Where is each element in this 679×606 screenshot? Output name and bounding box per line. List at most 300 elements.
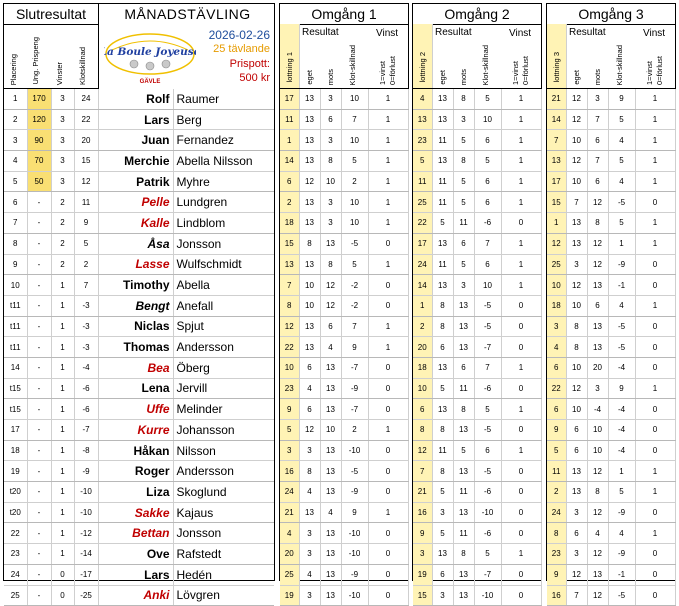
round-row xyxy=(547,254,675,275)
vinst-cell: 0 xyxy=(635,564,675,585)
wins-cell: 1 xyxy=(51,399,74,420)
vinst-cell: 0 xyxy=(368,399,408,420)
vinst-cell: 1 xyxy=(635,523,675,544)
lottning-cell: 7 xyxy=(280,275,299,296)
mots-cell: 13 xyxy=(453,585,474,606)
lottning-cell: 6 xyxy=(413,399,432,420)
round-row xyxy=(547,130,675,151)
placement-cell: 17 xyxy=(4,420,27,441)
round-row xyxy=(280,378,408,399)
mots-cell: 11 xyxy=(453,482,474,503)
lottning-cell: 5 xyxy=(547,440,566,461)
eget-cell: 4 xyxy=(299,564,320,585)
lottning-cell: 15 xyxy=(280,233,299,254)
col-ung-prispeng: Ung. Prispeng xyxy=(31,37,40,85)
vinst-cell: 0 xyxy=(368,233,408,254)
mots-cell: 13 xyxy=(587,564,608,585)
round-row xyxy=(547,337,675,358)
prize-cell: - xyxy=(27,275,51,296)
eget-cell: 6 xyxy=(299,399,320,420)
mots-cell: 13 xyxy=(320,357,341,378)
round-row xyxy=(280,420,408,441)
placement-cell: 7 xyxy=(4,213,27,234)
mots-cell: 13 xyxy=(453,502,474,523)
round-row xyxy=(547,233,675,254)
round-row xyxy=(547,378,675,399)
mots-cell: 13 xyxy=(320,585,341,606)
vinst-cell: 1 xyxy=(368,213,408,234)
vinst-cell: 1 xyxy=(368,502,408,523)
round-row xyxy=(547,357,675,378)
mots-cell: 8 xyxy=(453,399,474,420)
wins-cell: 2 xyxy=(51,254,74,275)
lottning-cell: 11 xyxy=(413,171,432,192)
klotskillnad-cell: -4 xyxy=(608,420,635,441)
round-row xyxy=(413,502,541,523)
eget-cell: 13 xyxy=(432,399,453,420)
eget-cell: 3 xyxy=(299,440,320,461)
placement-cell: 18 xyxy=(4,440,27,461)
result-row xyxy=(4,585,274,606)
vinst-cell: 0 xyxy=(368,275,408,296)
lottning-cell: 10 xyxy=(413,378,432,399)
last-name-cell: Hedén xyxy=(173,564,274,585)
klotskillnad-cell: -7 xyxy=(341,399,368,420)
vinst-cell: 0 xyxy=(501,378,541,399)
club-logo-graphic xyxy=(104,28,196,86)
eget-cell: 8 xyxy=(299,461,320,482)
wins-cell: 1 xyxy=(51,357,74,378)
vinst-cell: 1 xyxy=(635,89,675,109)
result-row xyxy=(4,482,274,503)
round-header xyxy=(413,24,541,89)
klotskillnad-cell: 7 xyxy=(341,316,368,337)
prize-cell: 90 xyxy=(27,130,51,151)
mots-cell: 13 xyxy=(320,523,341,544)
vinst-cell: 1 xyxy=(635,151,675,172)
lottning-cell: 25 xyxy=(280,564,299,585)
mots-cell: 13 xyxy=(587,337,608,358)
prize-cell: - xyxy=(27,192,51,213)
vinst-cell: 0 xyxy=(635,357,675,378)
mots-cell: 4 xyxy=(320,502,341,523)
vinst-cell: 0 xyxy=(501,316,541,337)
prize-cell: - xyxy=(27,585,51,606)
first-name-cell: Kurre xyxy=(98,420,173,441)
result-row xyxy=(4,440,274,461)
eget-cell: 7 xyxy=(566,192,587,213)
round-row xyxy=(280,357,408,378)
eget-cell: 13 xyxy=(566,213,587,234)
diff-cell: 7 xyxy=(74,275,98,296)
round-row xyxy=(280,254,408,275)
lottning-cell: 23 xyxy=(413,130,432,151)
mots-cell: 13 xyxy=(320,461,341,482)
result-row xyxy=(4,337,274,358)
mots-cell: 11 xyxy=(453,213,474,234)
lottning-cell: 6 xyxy=(280,171,299,192)
wins-cell: 0 xyxy=(51,564,74,585)
round-row xyxy=(547,420,675,441)
round-row xyxy=(547,109,675,130)
klotskillnad-cell: -5 xyxy=(608,316,635,337)
competitor-count: 25 tävlande xyxy=(213,43,270,55)
mots-cell: 6 xyxy=(587,171,608,192)
mots-cell: 13 xyxy=(453,461,474,482)
wins-cell: 1 xyxy=(51,275,74,296)
wins-cell: 3 xyxy=(51,171,74,192)
result-row xyxy=(4,523,274,544)
mots-cell: 12 xyxy=(320,295,341,316)
first-name-cell: Åsa xyxy=(98,233,173,254)
prize-cell: 70 xyxy=(27,151,51,172)
result-row xyxy=(4,378,274,399)
round-row xyxy=(547,544,675,565)
lottning-cell: 14 xyxy=(547,109,566,130)
klotskillnad-cell: 7 xyxy=(341,109,368,130)
diff-cell: -10 xyxy=(74,502,98,523)
first-name-cell: Ove xyxy=(98,544,173,565)
round-row xyxy=(413,357,541,378)
last-name-cell: Skoglund xyxy=(173,482,274,503)
vinst-cell: 0 xyxy=(501,295,541,316)
wins-cell: 1 xyxy=(51,440,74,461)
last-name-cell: Jonsson xyxy=(173,523,274,544)
club-logo xyxy=(104,28,196,86)
round-row xyxy=(413,399,541,420)
placement-cell: 19 xyxy=(4,461,27,482)
placement-cell: 23 xyxy=(4,544,27,565)
round-row xyxy=(413,316,541,337)
lottning-cell: 15 xyxy=(413,585,432,606)
placement-cell: 3 xyxy=(4,130,27,151)
lottning-cell: 15 xyxy=(547,192,566,213)
klotskillnad-cell: 9 xyxy=(341,337,368,358)
vinst-cell: 1 xyxy=(635,233,675,254)
diff-cell: 9 xyxy=(74,213,98,234)
klotskillnad-cell: -7 xyxy=(474,337,501,358)
lottning-cell: 13 xyxy=(547,151,566,172)
placement-cell: t20 xyxy=(4,502,27,523)
diff-cell: -3 xyxy=(74,295,98,316)
klotskillnad-cell: 9 xyxy=(608,378,635,399)
lottning-cell: 19 xyxy=(413,564,432,585)
eget-cell: 11 xyxy=(432,192,453,213)
first-name-cell: Lars xyxy=(98,109,173,130)
vinst-cell: 1 xyxy=(501,151,541,172)
klotskillnad-cell: -6 xyxy=(474,378,501,399)
diff-cell: -12 xyxy=(74,523,98,544)
round-2-panel xyxy=(412,3,542,600)
result-row xyxy=(4,316,274,337)
eget-cell: 11 xyxy=(432,254,453,275)
mots-cell: 10 xyxy=(320,420,341,441)
vinst-cell: 1 xyxy=(501,544,541,565)
lottning-cell: 9 xyxy=(547,420,566,441)
svg-text:GÄVLE: GÄVLE xyxy=(139,79,161,85)
round-row xyxy=(413,192,541,213)
prize-cell: - xyxy=(27,440,51,461)
round-row xyxy=(280,585,408,606)
lottning-cell: 19 xyxy=(280,585,299,606)
klotskillnad-cell: -5 xyxy=(341,233,368,254)
klotskillnad-cell: -5 xyxy=(474,420,501,441)
lottning-cell: 23 xyxy=(547,544,566,565)
eget-cell: 13 xyxy=(566,461,587,482)
diff-cell: -10 xyxy=(74,482,98,503)
prize-label: Prispott: xyxy=(229,58,270,70)
klotskillnad-cell: -5 xyxy=(608,585,635,606)
lottning-cell: 2 xyxy=(280,192,299,213)
round-table-wrap xyxy=(280,89,409,606)
last-name-cell: Jervill xyxy=(173,378,274,399)
round-row xyxy=(413,89,541,109)
prize-cell: - xyxy=(27,482,51,503)
round-row xyxy=(280,151,408,172)
round-table xyxy=(547,89,676,606)
klotskillnad-cell: -10 xyxy=(341,440,368,461)
klotskillnad-cell: -7 xyxy=(341,357,368,378)
round-row xyxy=(547,192,675,213)
eget-cell: 13 xyxy=(299,130,320,151)
first-name-cell: Roger xyxy=(98,461,173,482)
mots-cell: 8 xyxy=(453,544,474,565)
eget-cell: 12 xyxy=(566,109,587,130)
klotskillnad-cell: 9 xyxy=(608,89,635,109)
round-row xyxy=(413,440,541,461)
first-name-cell: Thomas xyxy=(98,337,173,358)
vinst-cell: 0 xyxy=(635,399,675,420)
mots-cell: 3 xyxy=(320,192,341,213)
eget-cell: 10 xyxy=(566,295,587,316)
wins-cell: 1 xyxy=(51,461,74,482)
diff-cell: -14 xyxy=(74,544,98,565)
vinst-cell: 1 xyxy=(635,378,675,399)
last-name-cell: Abella xyxy=(173,275,274,296)
klotskillnad-cell: -6 xyxy=(474,482,501,503)
round-row xyxy=(280,233,408,254)
lottning-cell: 17 xyxy=(280,89,299,109)
vinst-cell: 0 xyxy=(501,564,541,585)
klotskillnad-cell: 5 xyxy=(608,213,635,234)
klotskillnad-cell: -5 xyxy=(341,461,368,482)
result-row xyxy=(4,192,274,213)
result-row xyxy=(4,171,274,192)
lottning-cell: 14 xyxy=(280,151,299,172)
round-header xyxy=(280,24,408,89)
klotskillnad-cell: -10 xyxy=(341,523,368,544)
klotskillnad-cell: 10 xyxy=(474,109,501,130)
col-vinster: Vinster xyxy=(55,61,64,85)
klotskillnad-cell: -4 xyxy=(608,440,635,461)
round-row xyxy=(280,213,408,234)
eget-cell: 10 xyxy=(566,399,587,420)
result-row xyxy=(4,151,274,172)
lottning-cell: 6 xyxy=(547,399,566,420)
wins-cell: 0 xyxy=(51,585,74,606)
wins-cell: 1 xyxy=(51,523,74,544)
lottning-cell: 10 xyxy=(547,275,566,296)
round-row xyxy=(280,192,408,213)
round-row xyxy=(280,440,408,461)
diff-cell: -8 xyxy=(74,440,98,461)
first-name-cell: Merchie xyxy=(98,151,173,172)
first-name-cell: Anki xyxy=(98,585,173,606)
eget-cell: 13 xyxy=(432,89,453,109)
eget-cell: 6 xyxy=(432,564,453,585)
result-row xyxy=(4,295,274,316)
round-row xyxy=(413,337,541,358)
mots-cell: 13 xyxy=(320,482,341,503)
diff-cell: 5 xyxy=(74,233,98,254)
klotskillnad-cell: -9 xyxy=(608,254,635,275)
lottning-cell: 5 xyxy=(413,151,432,172)
diff-cell: 24 xyxy=(74,89,98,109)
eget-cell: 3 xyxy=(432,585,453,606)
result-row xyxy=(4,461,274,482)
mots-cell: 8 xyxy=(453,151,474,172)
klotskillnad-cell: 5 xyxy=(608,109,635,130)
prize-cell: 50 xyxy=(27,171,51,192)
vinst-cell: 1 xyxy=(501,89,541,109)
placement-cell: 10 xyxy=(4,275,27,296)
vinst-label: Vinst xyxy=(376,28,399,39)
round-row xyxy=(413,378,541,399)
mots-cell: 6 xyxy=(320,316,341,337)
eget-cell: 8 xyxy=(432,461,453,482)
lottning-cell: 13 xyxy=(413,109,432,130)
lottning-cell: 17 xyxy=(547,171,566,192)
vinst-cell: 0 xyxy=(635,275,675,296)
vinst-cell: 1 xyxy=(501,171,541,192)
mots-cell: 13 xyxy=(453,316,474,337)
diff-cell: 11 xyxy=(74,192,98,213)
lottning-cell: 10 xyxy=(280,357,299,378)
lottning-cell: 8 xyxy=(413,420,432,441)
eget-cell: 13 xyxy=(432,109,453,130)
vinst-cell: 0 xyxy=(635,585,675,606)
placement-cell: t11 xyxy=(4,316,27,337)
mots-cell: 8 xyxy=(320,151,341,172)
vinst-cell: 0 xyxy=(501,461,541,482)
last-name-cell: Lindblom xyxy=(173,213,274,234)
round-title: Omgång 3 xyxy=(547,4,675,25)
lottning-cell: 21 xyxy=(413,482,432,503)
klotskillnad-cell: 5 xyxy=(608,151,635,172)
prize-value: 500 kr xyxy=(239,72,270,84)
competition-date: 2026-02-26 xyxy=(208,28,270,42)
mots-cell: 3 xyxy=(320,89,341,109)
diff-cell: -9 xyxy=(74,461,98,482)
vinst-cell: 0 xyxy=(501,585,541,606)
vinst-cell: 1 xyxy=(368,109,408,130)
round-1-panel xyxy=(279,3,409,600)
wins-cell: 1 xyxy=(51,420,74,441)
klotskillnad-cell: -10 xyxy=(474,585,501,606)
eget-cell: 8 xyxy=(432,420,453,441)
mots-cell: 13 xyxy=(453,420,474,441)
col-klotskillnad: Klotskillnad xyxy=(78,47,87,85)
first-name-cell: Liza xyxy=(98,482,173,503)
vinst-cell: 1 xyxy=(635,295,675,316)
mots-cell: 4 xyxy=(320,337,341,358)
vinst-cell: 0 xyxy=(501,213,541,234)
wins-cell: 2 xyxy=(51,233,74,254)
vinst-legend-win: 1=vinst xyxy=(645,61,654,85)
last-name-cell: Nilsson xyxy=(173,440,274,461)
eget-cell: 12 xyxy=(566,564,587,585)
lottning-cell: 25 xyxy=(547,254,566,275)
first-name-cell: Bettan xyxy=(98,523,173,544)
eget-cell: 13 xyxy=(432,357,453,378)
eget-cell: 5 xyxy=(432,378,453,399)
placement-cell: 9 xyxy=(4,254,27,275)
vinst-cell: 0 xyxy=(368,440,408,461)
vinst-cell: 1 xyxy=(501,109,541,130)
klotskillnad-cell: -9 xyxy=(341,482,368,503)
eget-cell: 3 xyxy=(566,544,587,565)
first-name-cell: Pelle xyxy=(98,192,173,213)
vinst-legend-loss: 0=förlust xyxy=(521,56,530,85)
lottning-cell: 16 xyxy=(413,502,432,523)
lottning-label: lottning 3 xyxy=(552,51,561,82)
placement-cell: 24 xyxy=(4,564,27,585)
vinst-cell: 0 xyxy=(368,564,408,585)
mots-cell: 13 xyxy=(320,378,341,399)
klotskillnad-cell: 9 xyxy=(341,502,368,523)
klotskillnad-cell: 5 xyxy=(474,89,501,109)
mots-cell: 4 xyxy=(587,523,608,544)
last-name-cell: Abella Nilsson xyxy=(173,151,274,172)
lottning-cell: 12 xyxy=(280,316,299,337)
prize-cell: - xyxy=(27,213,51,234)
eget-cell: 8 xyxy=(566,337,587,358)
round-3-panel xyxy=(546,3,676,600)
resultat-label: Resultat xyxy=(302,27,339,38)
mots-cell: 5 xyxy=(453,171,474,192)
last-name-cell: Melinder xyxy=(173,399,274,420)
round-row xyxy=(280,337,408,358)
round-row xyxy=(413,544,541,565)
vinst-cell: 0 xyxy=(635,316,675,337)
klotskillnad-cell: 1 xyxy=(608,233,635,254)
klotskillnad-label: Klot-skillnad xyxy=(615,44,624,85)
lottning-cell: 24 xyxy=(280,482,299,503)
lottning-cell: 3 xyxy=(280,440,299,461)
mots-label: mots xyxy=(593,68,602,85)
klotskillnad-cell: 4 xyxy=(608,295,635,316)
wins-cell: 3 xyxy=(51,89,74,109)
prize-cell: - xyxy=(27,564,51,585)
vinst-legend-win: 1=vinst xyxy=(378,61,387,85)
vinst-legend-loss: 0=förlust xyxy=(388,56,397,85)
placement-cell: 6 xyxy=(4,192,27,213)
eget-cell: 3 xyxy=(299,585,320,606)
prize-cell: - xyxy=(27,254,51,275)
eget-cell: 4 xyxy=(299,482,320,503)
mots-cell: 13 xyxy=(587,316,608,337)
last-name-cell: Lundgren xyxy=(173,192,274,213)
wins-cell: 1 xyxy=(51,482,74,503)
diff-cell: -6 xyxy=(74,378,98,399)
placement-cell: t20 xyxy=(4,482,27,503)
vinst-cell: 0 xyxy=(635,337,675,358)
wins-cell: 2 xyxy=(51,213,74,234)
klotskillnad-cell: -1 xyxy=(608,564,635,585)
lottning-cell: 16 xyxy=(547,585,566,606)
eget-label: eget xyxy=(438,70,447,85)
eget-label: eget xyxy=(572,70,581,85)
